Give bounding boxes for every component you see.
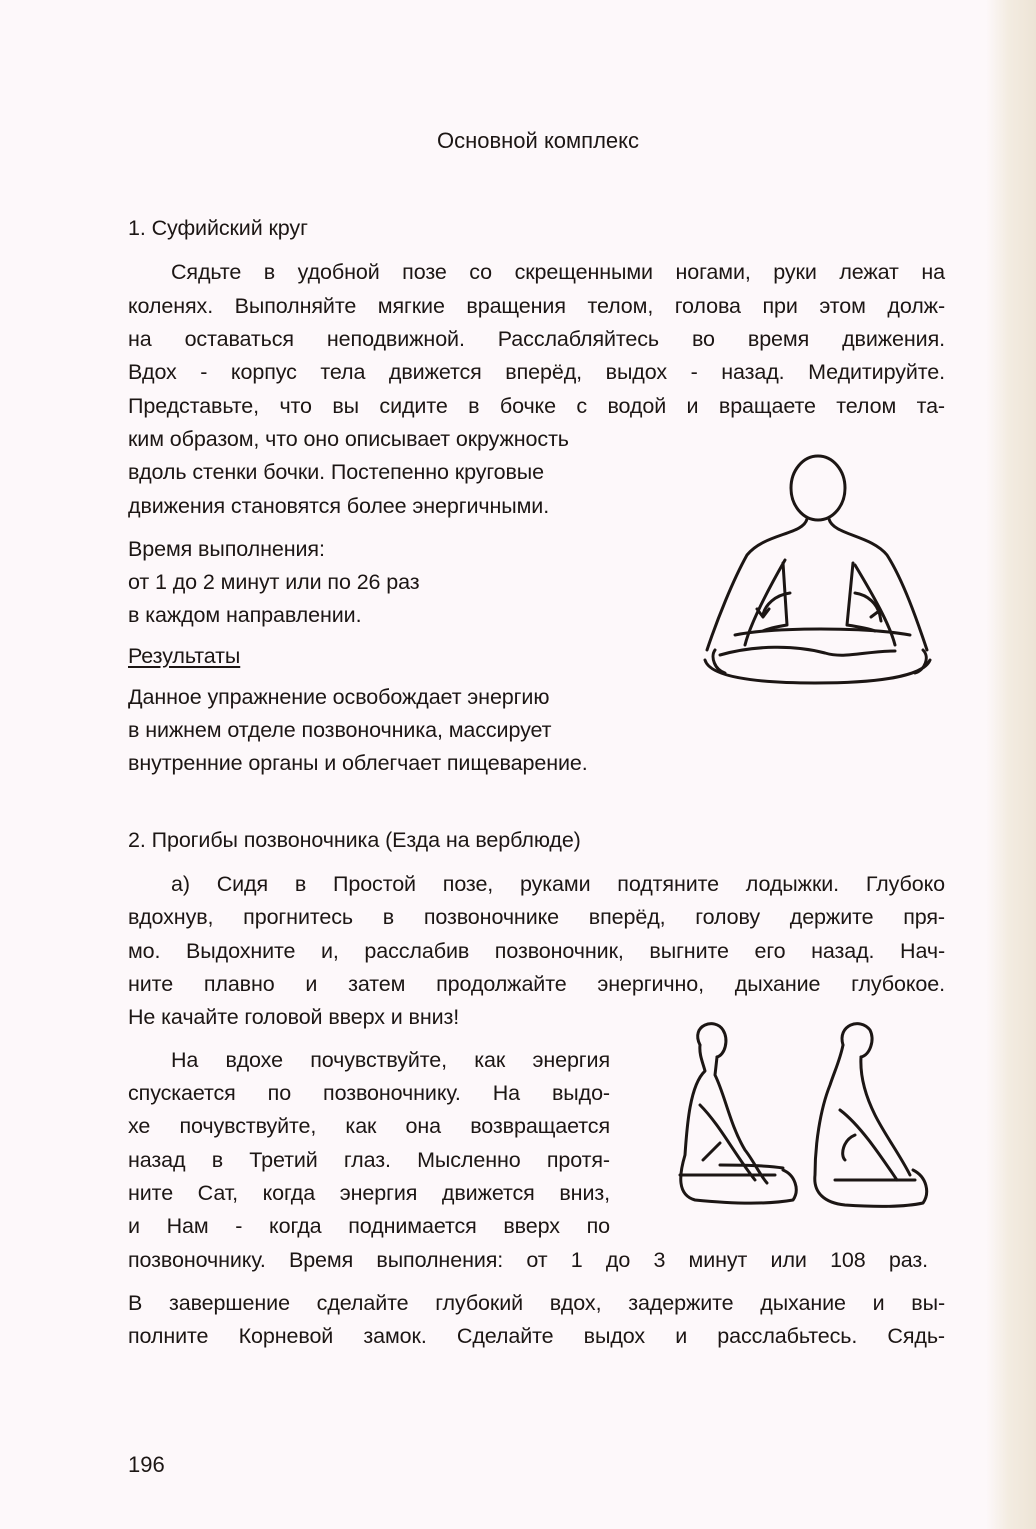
figure-head [791,456,845,520]
figure-legs [705,629,930,683]
section1-line: Вдох - корпус тела движется вперёд, выдох - назад. Медитируйте. [128,360,945,384]
section1-line: Сядьте в удобной позе со скрещенными ногами, руки лежат на [171,260,945,284]
page-number: 196 [128,1452,165,1477]
section2-para-c-line: полните Корневой замок. Сделайте выдох и расслабьтесь. Сядь- [128,1324,945,1348]
results-line: Данное упражнение освобождает энергию [128,685,550,709]
figure-forward-arm [835,1110,915,1180]
section2-para-a-line: мо. Выдохните и, расслабив позвоночник, выгните его назад. Нач- [128,939,945,963]
page-gutter-shadow [986,0,1036,1529]
section2-para-b-line: спускается по позвоночнику. На выдо- [128,1081,610,1105]
section2-para-a-line: вдохнув, прогнитесь в позвоночнике вперёд, голову держите пря- [128,905,945,929]
section2-heading: 2. Прогибы позвоночника (Езда на верблюде) [128,828,581,852]
figure-forward-front [861,1057,910,1175]
section1-line: ким образом, что оно описывает окружность [128,427,569,451]
section2-para-b-line: назад в Третий глаз. Мысленно протя- [128,1148,610,1172]
section2-para-b-line: позвоночнику. Время выполнения: от 1 до 3 минут или 108 раз. [128,1248,928,1272]
section2-para-a-line: а) Сидя в Простой позе, руками подтяните лодыжки. Глубоко [171,872,945,896]
section1-line: на оставаться неподвижной. Расслабляйтесь во время движения. [128,327,945,351]
page-title: Основной комплекс [436,128,640,153]
section2-para-b-line: и Нам - когда поднимается вверх по [128,1214,610,1238]
figure-forward-back [815,1045,927,1206]
section2-para-a-line: Не качайте головой вверх и вниз! [128,1005,460,1029]
figure-upright-arm [680,1105,775,1180]
section2-para-b-line: На вдохе почувствуйте, как энергия [171,1048,610,1072]
time-label: Время выполнения: [128,537,325,561]
results-line: в нижнем отделе позвоночника, массирует [128,718,552,742]
results-line: внутренние органы и облегчает пищеварение. [128,751,588,775]
spinal-flex-illustration [665,1015,945,1215]
results-heading: Результаты [128,644,241,668]
section2-para-c-line: В завершение сделайте глубокий вдох, задержите дыхание и вы- [128,1291,945,1315]
figure-upright-back [681,1045,796,1203]
figure-forward-head [842,1024,872,1057]
figure-upright-head [698,1024,726,1057]
section1-line: Представьте, что вы сидите в бочке с водой и вращаете телом та- [128,394,945,418]
section1-line: вдоль стенки бочки. Постепенно круговые [128,460,545,484]
section1-heading: 1. Суфийский круг [128,216,308,240]
section1-line: коленях. Выполняйте мягкие вращения телом, голова при этом долж- [128,294,945,318]
section2-para-b-line: ните Сат, когда энергия движется вниз, [128,1181,610,1205]
time-value-line: от 1 до 2 минут или по 26 раз [128,570,420,594]
seated-figure-illustration [695,445,945,690]
rotation-arrow-right [855,593,881,621]
section1-line: движения становятся более энергичными. [128,494,550,518]
section2-para-b-line: хе почувствуйте, как она возвращается [128,1114,610,1138]
figure-forward [815,1024,927,1207]
section2-para-a-line: ните плавно и затем продолжайте энергично, дыхание глубокое. [128,972,945,996]
time-value-line: в каждом направлении. [128,603,362,627]
figure-upright [680,1024,796,1203]
